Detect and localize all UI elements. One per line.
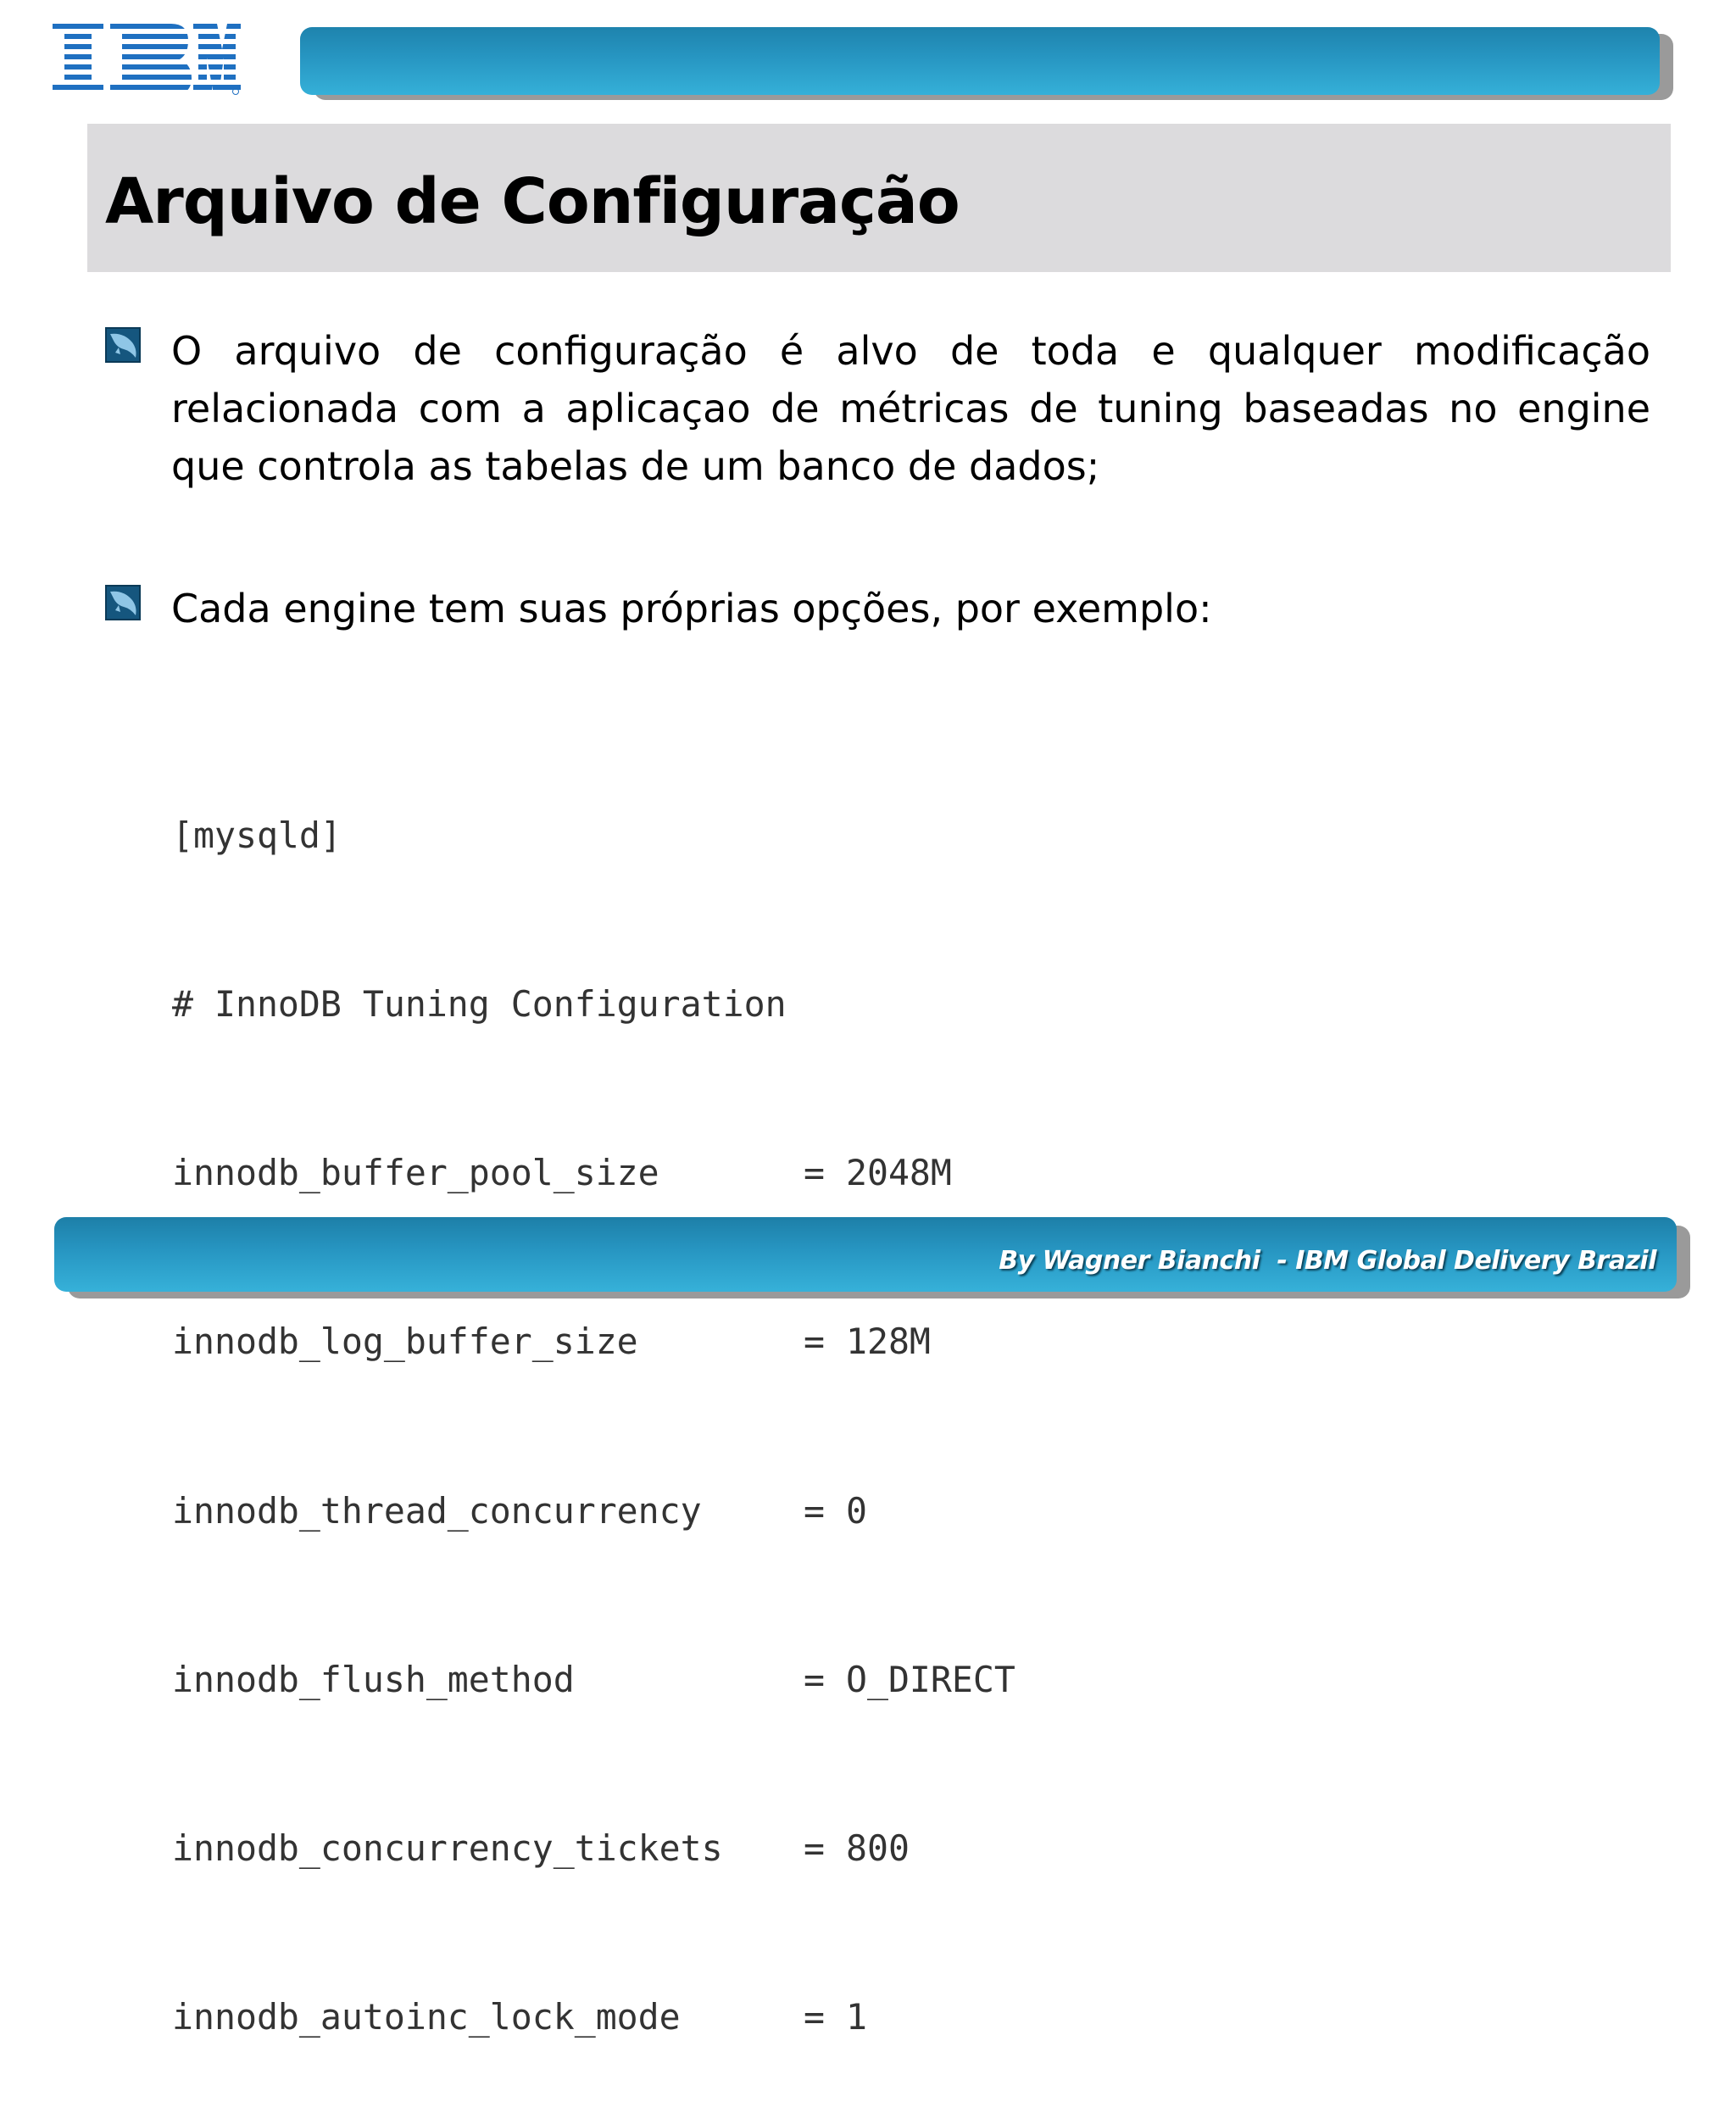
- ibm-logo: [53, 24, 241, 95]
- footer-credit: By Wagner Bianchi - IBM Global Delivery Brazil: [999, 1246, 1656, 1276]
- code-setting-line: [172, 1145, 1015, 1201]
- header-bar: [300, 27, 1660, 95]
- code-setting-key: innodb_autoinc_lock_mode: [172, 1996, 681, 2038]
- code-comment: # InnoDB Tuning Configuration: [172, 983, 787, 1026]
- code-setting-line: [172, 1821, 1015, 1877]
- bullet-text-2: Cada engine tem suas próprias opções, por exemplo:: [171, 586, 1212, 631]
- code-section-header: [mysqld]: [172, 814, 342, 856]
- code-setting-value: = O_DIRECT: [804, 1658, 1015, 1700]
- code-setting-value: = 800: [804, 1827, 910, 1870]
- slide-title: Arquivo de Configuração: [105, 165, 960, 238]
- code-setting-value: = 0: [804, 1489, 867, 1532]
- code-setting-value: = 1: [804, 1996, 867, 2038]
- code-setting-value: = 2048M: [804, 1152, 952, 1194]
- code-setting-line: [172, 1483, 1015, 1539]
- code-setting-value: = 128M: [804, 1321, 931, 1363]
- code-setting-key: innodb_concurrency_tickets: [172, 1827, 723, 1870]
- code-setting-key: innodb_buffer_pool_size: [172, 1152, 659, 1194]
- config-code-block: [172, 695, 1015, 2102]
- bullet-text-1: O arquivo de configuração é alvo de toda e qualquer modificação relacionada com a aplicaçao de métricas de tuning baseadas no engine que controla as tabelas de um banco de dados;: [171, 328, 1650, 489]
- code-setting-key: innodb_log_buffer_size: [172, 1321, 638, 1363]
- code-setting-key: innodb_thread_concurrency: [172, 1489, 702, 1532]
- mysql-dolphin-bullet-icon: [105, 585, 141, 620]
- code-setting-line: [172, 1652, 1015, 1708]
- code-setting-key: innodb_flush_method: [172, 1658, 575, 1700]
- code-setting-line: [172, 1989, 1015, 2045]
- code-setting-line: [172, 1314, 1015, 1370]
- mysql-dolphin-bullet-icon: [105, 327, 141, 363]
